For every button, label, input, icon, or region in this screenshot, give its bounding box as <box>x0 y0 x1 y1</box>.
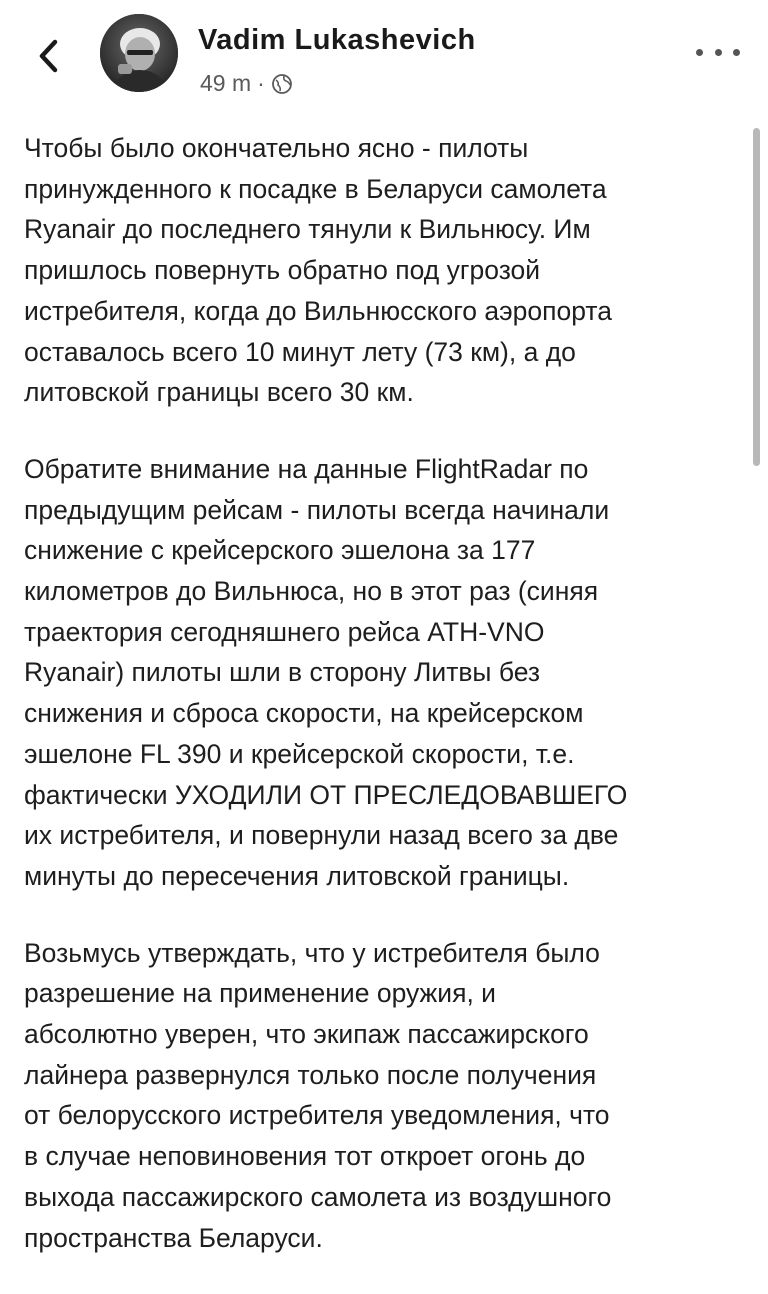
post-time[interactable]: 49 m <box>200 70 252 96</box>
post-paragraph: Чтобы было окончательно ясно - пилоты принужденного к посадке в Беларуси самолета Ryanair до последнего тянули к Вильнюсу. Им пришлось повернуть обратно под угрозой истребителя, когда до Вильнюсского аэропорта оставалось всего 10 минут лету (73 км), а до литовской границы всего 30 км. <box>24 133 612 408</box>
post-text <box>24 128 740 1294</box>
author-photo <box>100 14 178 92</box>
post-meta <box>200 70 293 97</box>
more-options-button[interactable] <box>696 40 740 64</box>
chevron-left-icon <box>37 38 59 74</box>
more-dots-icon <box>696 49 703 56</box>
avatar[interactable] <box>100 14 178 92</box>
meta-separator: · <box>257 70 265 96</box>
scrollbar[interactable] <box>753 128 760 466</box>
post-header <box>0 0 768 110</box>
post-paragraph: Возьмусь утверждать, что у истребителя было разрешение на применение оружия, и абсолютно уверен, что экипаж пассажирского лайнера развернулся только после получения от белорусского истребителя уведомления, что в случае неповиновения тот откроет огонь до выхода пассажирского самолета из воздушного пространства Беларуси. <box>24 937 612 1253</box>
globe-icon <box>271 73 293 95</box>
post-paragraph: Обратите внимание на данные FlightRadar по предыдущим рейсам - пилоты всегда начинали снижение с крейсерского эшелона за 177 километров до Вильнюса, но в этот раз (синяя траектория сегодняшнего рейса ATH-VNO Ryanair) пилоты шли в сторону Литвы без снижения и сброса скорости, на крейсерском эшелоне FL 390 и крейсерской скорости, т.е. фактически УХОДИЛИ ОТ ПРЕСЛЕДОВАВШЕГО их истребителя, и повернули назад всего за две минуты до пересечения литовской границы. <box>24 453 628 891</box>
more-dots-icon <box>715 49 722 56</box>
author-name[interactable]: Vadim Lukashevich <box>198 24 476 56</box>
back-button[interactable] <box>26 30 70 82</box>
more-dots-icon <box>733 49 740 56</box>
